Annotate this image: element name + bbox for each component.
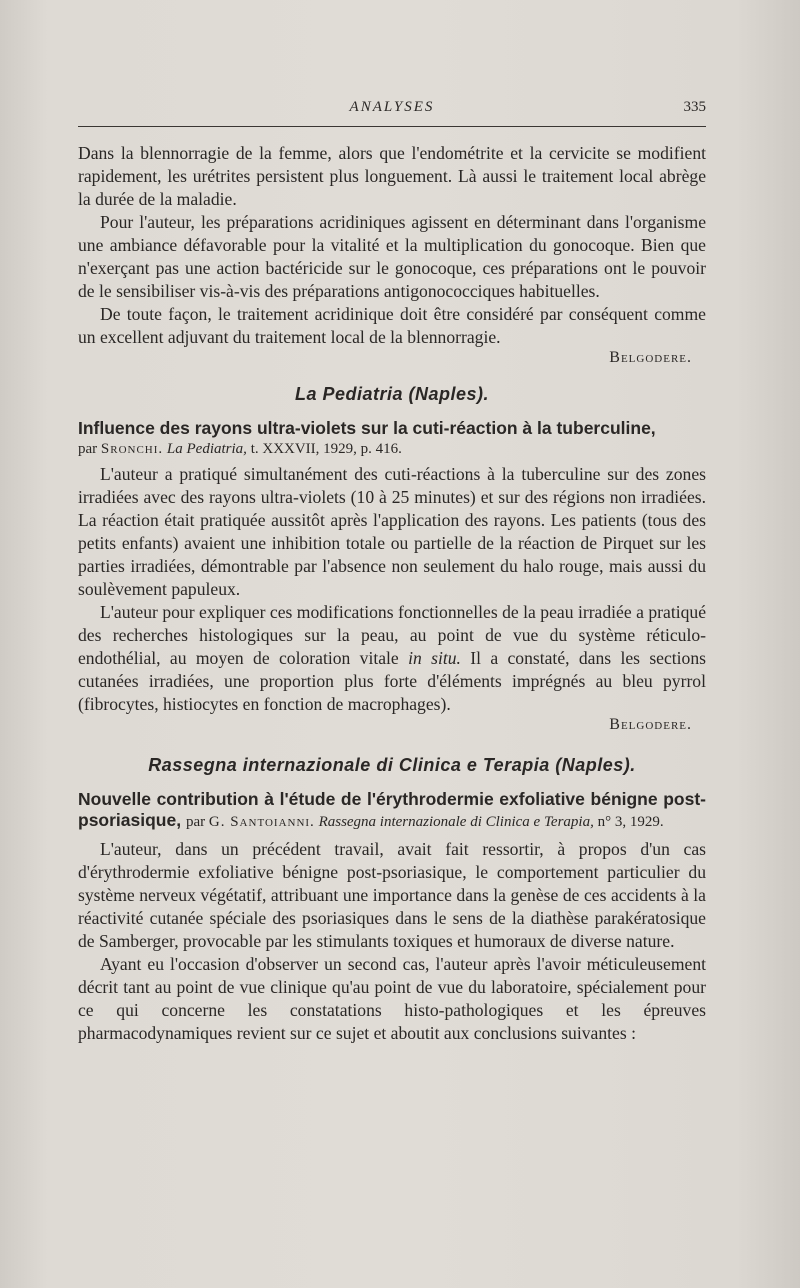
section1-journal-ref: La Pediatria, bbox=[166, 441, 247, 457]
header-rule bbox=[78, 126, 706, 127]
section1-p2-italic: in situ. bbox=[408, 648, 461, 668]
section1-byline bbox=[78, 439, 706, 459]
section2-by: par bbox=[185, 814, 206, 830]
section1-ref: t. XXXVII, 1929, p. 416. bbox=[250, 441, 402, 457]
section2-paragraph-1: L'auteur, dans un précédent travail, avait fait ressortir, à propos d'un cas d'érythrodermie exfoliative bénigne post-psoriasique, le comportement particulier du système nerveux végétatif, attribuant une importance dans la genèse de ces accidents à la réactivité cutanée spéciale des psoriasiques dans le sens de la diathèse parakératosique de Samberger, provocable par les stimulants toxiques et humoraux de diverse nature. bbox=[78, 839, 706, 951]
section2-article-title bbox=[78, 789, 706, 832]
section1-paragraph-1: L'auteur a pratiqué simultanément des cuti-réactions à la tuberculine sur des zones irradiées avec des rayons ultra-violets (10 à 25 minutes) et sur des régions non irradiées. La réaction était pratiquée aussitôt après l'application des rayons. Les patients (tous des petits enfants) avaient une inhibition totale ou partielle de la réaction de Pirquet sur les parties irradiées, démontrable par l'absence non seulement du halo rouge, mais aussi du soulèvement papuleux. bbox=[78, 464, 706, 599]
section1-paragraph-2 bbox=[78, 601, 706, 716]
intro-paragraph-3: De toute façon, le traitement acridinique doit être considéré par conséquent comme un excellent adjuvant du traitement local de la blennorragie. bbox=[78, 304, 706, 347]
section1-p2-b: Il a constaté, dans les sections cutanées irradiées, une proportion plus forte d'éléments imprégnés au bleu pyrrol (fibrocytes, histiocytes en fonction de macrophages). bbox=[78, 648, 707, 714]
section1-signature: Belgodere. bbox=[609, 716, 692, 733]
running-header bbox=[78, 97, 706, 119]
intro-paragraph-1: Dans la blennorragie de la femme, alors que l'endométrite et la cervicite se modifient rapidement, les urétrites persistent plus longuement. Là aussi le traitement local abrège la durée de la maladie. bbox=[78, 143, 706, 209]
intro-paragraph-2: Pour l'auteur, les préparations acridiniques agissent en déterminant dans l'organisme une ambiance défavorable pour la vitalité et la multiplication du gonocoque. Bien que n'exerçant pas une action bactéricide sur le gonocoque, ces préparations ont le pouvoir de le sensibiliser vis-à-vis des préparations antigonococciques habituelles. bbox=[78, 212, 706, 301]
section2-title-text: Nouvelle contribution à l'étude de l'érythrodermie exfoliative bénigne post-psoriasique, bbox=[78, 789, 706, 830]
header-title: ANALYSES bbox=[349, 99, 435, 115]
section2-paragraph-2: Ayant eu l'occasion d'observer un second cas, l'auteur après l'avoir méticuleusement décrit tant au point de vue clinique qu'au point de vue du laboratoire, spécialement pour ce qui concerne les constatations histo-pathologiques et les épreuves pharmacodynamiques revient sur ce sujet et aboutit aux conclusions suivantes : bbox=[78, 954, 706, 1043]
intro-signature: Belgodere. bbox=[609, 349, 692, 366]
section1-article-title: Influence des rayons ultra-violets sur la cuti-réaction à la tuberculine, bbox=[78, 418, 656, 438]
section2-ref: n° 3, 1929. bbox=[597, 814, 664, 830]
section2-journal-heading: Rassegna internazionale di Clinica e Terapia (Naples). bbox=[148, 755, 636, 775]
section1-p2-a: L'auteur pour expliquer ces modifications fonctionnelles de la peau irradiée a pratiqué des recherches histologiques sur la peau, au point de vue du système réticulo-endothélial, au moyen de coloration vitale bbox=[78, 602, 706, 668]
section2-author: G. Santoianni. bbox=[208, 814, 315, 830]
section2-byline bbox=[186, 814, 664, 830]
section1-by: par bbox=[78, 441, 98, 457]
page-body bbox=[78, 142, 706, 1045]
section1-journal-heading: La Pediatria (Naples). bbox=[294, 384, 490, 404]
page-number: 335 bbox=[683, 99, 706, 115]
section2-journal-ref: Rassegna internazionale di Clinica e Terapia, bbox=[318, 814, 594, 830]
section1-author: Sronchi. bbox=[100, 441, 164, 457]
